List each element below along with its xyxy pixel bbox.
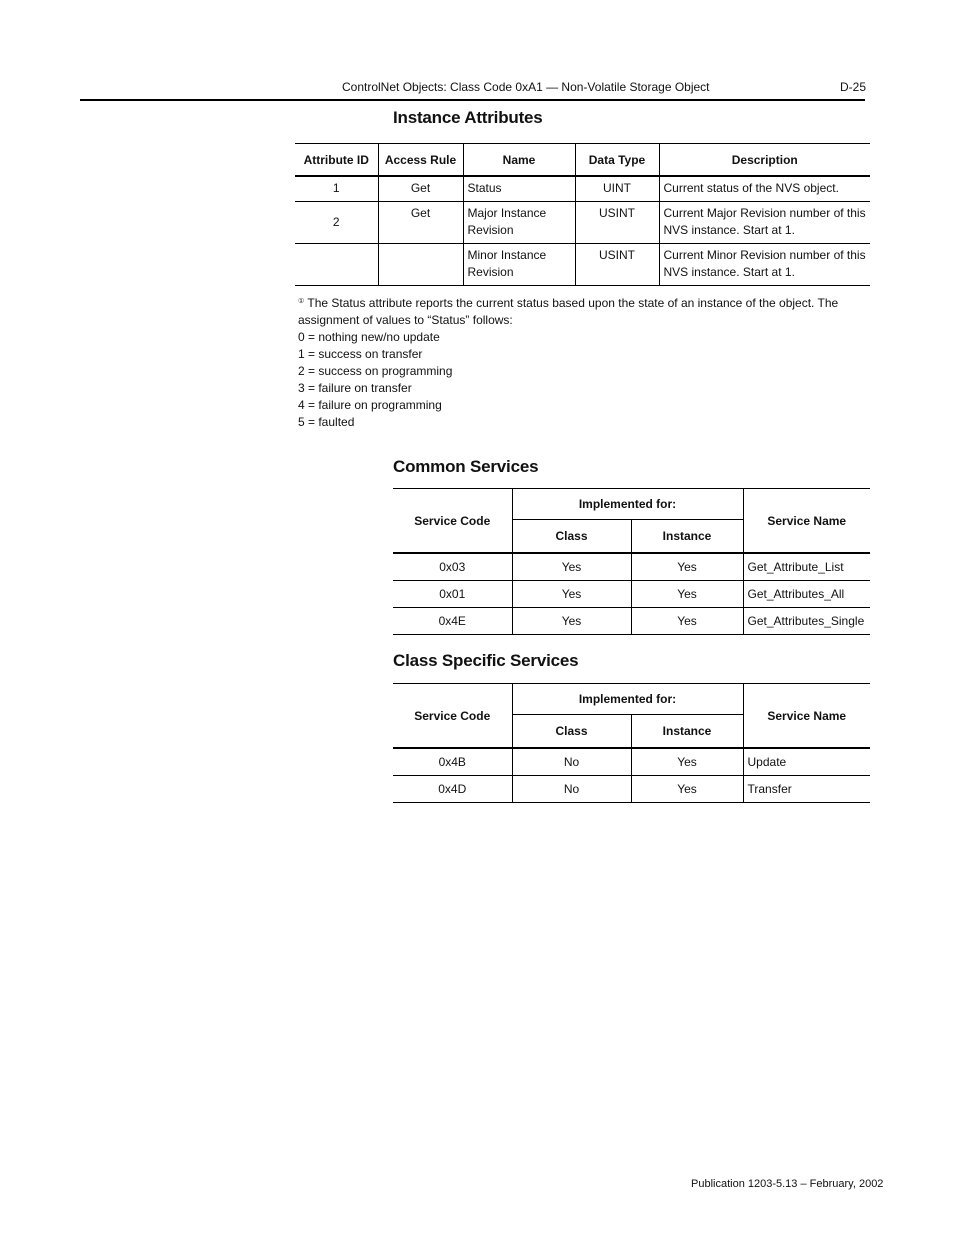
class-specific-services-table [393, 683, 870, 803]
description-cell: Current Major Revision number of this NVS instance. Start at 1. [659, 202, 870, 244]
column-header-service-code: Service Code [393, 684, 512, 749]
instance-cell: Yes [631, 608, 743, 635]
service-name-cell: Get_Attributes_Single [743, 608, 870, 635]
name-cell: Major Instance Revision [463, 202, 575, 244]
attribute-id-cell [295, 244, 378, 286]
table-header-row [393, 489, 870, 520]
service-code-cell: 0x03 [393, 553, 512, 581]
access-rule-cell: Get [378, 202, 463, 244]
status-value-item: 0 = nothing new/no update [298, 330, 440, 344]
common-services-heading: Common Services [393, 457, 539, 476]
instance-cell: Yes [631, 553, 743, 581]
class-cell: Yes [512, 581, 631, 608]
footnote-paragraph [298, 293, 858, 329]
publication-footer: Publication 1203-5.13 – February, 2002 [691, 1178, 884, 1190]
column-header-class: Class [512, 520, 631, 554]
service-code-cell: 0x4D [393, 776, 512, 803]
footnote-text: The Status attribute reports the current status based upon the state of an instance of the object. The assignment of values to “Status” follows: [298, 296, 839, 327]
column-header-implemented-for: Implemented for: [512, 489, 743, 520]
common-services-table [393, 488, 870, 635]
column-header: Description [659, 144, 870, 177]
column-header-service-code: Service Code [393, 489, 512, 554]
header-rule [80, 99, 865, 101]
table-row [393, 553, 870, 581]
column-header-service-name: Service Name [743, 489, 870, 554]
description-cell: Current status of the NVS object. [659, 176, 870, 202]
table-header-row [393, 684, 870, 715]
attribute-id-cell: 2 [295, 202, 378, 244]
page-number: D-25 [840, 80, 867, 94]
status-value-item: 4 = failure on programming [298, 398, 442, 412]
service-code-cell: 0x4B [393, 748, 512, 776]
service-name-cell: Get_Attributes_All [743, 581, 870, 608]
class-cell: No [512, 748, 631, 776]
status-footnote [298, 293, 858, 431]
data-type-cell: USINT [575, 244, 659, 286]
class-cell: Yes [512, 553, 631, 581]
instance-cell: Yes [631, 748, 743, 776]
instance-attributes-table [295, 143, 870, 286]
column-header: Access Rule [378, 144, 463, 177]
instance-attributes-heading: Instance Attributes [393, 108, 543, 127]
column-header-class: Class [512, 715, 631, 749]
attribute-id-cell: 1 [295, 176, 378, 202]
description-cell: Current Minor Revision number of this NVS instance. Start at 1. [659, 244, 870, 286]
access-rule-cell [378, 244, 463, 286]
class-cell: Yes [512, 608, 631, 635]
table-row [393, 748, 870, 776]
data-type-cell: USINT [575, 202, 659, 244]
service-name-cell: Transfer [743, 776, 870, 803]
status-value-item: 5 = faulted [298, 415, 355, 429]
column-header: Attribute ID [295, 144, 378, 177]
class-specific-services-heading: Class Specific Services [393, 651, 579, 670]
column-header: Name [463, 144, 575, 177]
service-code-cell: 0x4E [393, 608, 512, 635]
footnote-marker: ① [298, 298, 305, 305]
name-cell: Status [463, 176, 575, 202]
instance-cell: Yes [631, 581, 743, 608]
instance-cell: Yes [631, 776, 743, 803]
table-row [295, 176, 870, 202]
table-row [393, 776, 870, 803]
table-row [393, 581, 870, 608]
name-cell: Minor Instance Revision [463, 244, 575, 286]
status-value-item: 2 = success on programming [298, 364, 453, 378]
table-row [295, 244, 870, 286]
service-name-cell: Get_Attribute_List [743, 553, 870, 581]
table-row [393, 608, 870, 635]
status-value-item: 3 = failure on transfer [298, 381, 412, 395]
column-header-service-name: Service Name [743, 684, 870, 749]
column-header-instance: Instance [631, 715, 743, 749]
class-cell: No [512, 776, 631, 803]
running-header-title: ControlNet Objects: Class Code 0xA1 — Non-Volatile Storage Object [342, 80, 710, 94]
data-type-cell: UINT [575, 176, 659, 202]
status-value-item: 1 = success on transfer [298, 347, 423, 361]
service-code-cell: 0x01 [393, 581, 512, 608]
column-header-instance: Instance [631, 520, 743, 554]
access-rule-cell: Get [378, 176, 463, 202]
table-row [295, 202, 870, 244]
column-header: Data Type [575, 144, 659, 177]
column-header-implemented-for: Implemented for: [512, 684, 743, 715]
table-header-row [295, 144, 870, 177]
service-name-cell: Update [743, 748, 870, 776]
